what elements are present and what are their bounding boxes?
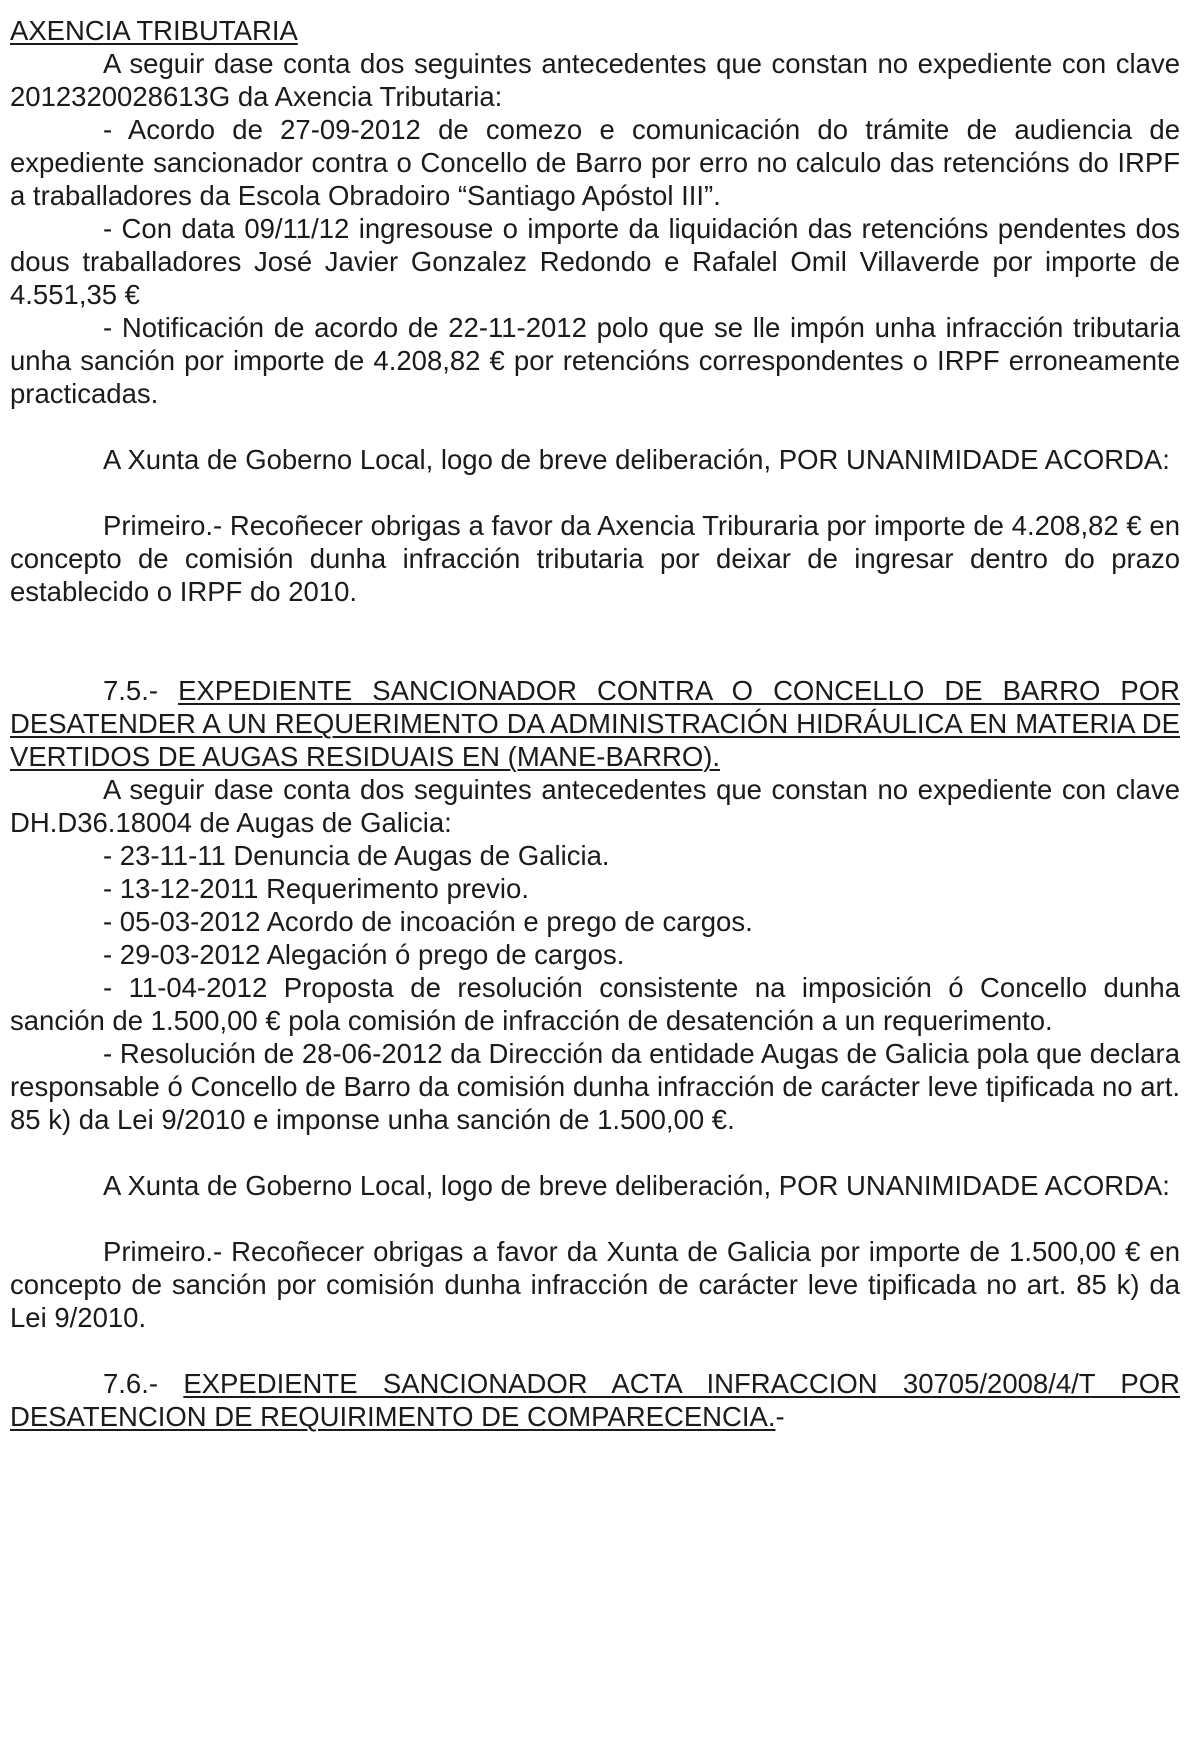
- section2-intro: A seguir dase conta dos seguintes antecedentes que constan no expediente con clave DH.D36.18004 de Augas de Galicia:: [10, 774, 1180, 838]
- spacer: [10, 476, 1180, 509]
- section1-item-3: - Notificación de acordo de 22-11-2012 polo que se lle impón unha infracción tributaria unha sanción por importe de 4.208,82 € por retencións correspondentes o IRPF erroneamente practicadas.: [10, 312, 1180, 409]
- section2-heading: [10, 674, 1180, 773]
- section2-resolution: A Xunta de Goberno Local, logo de breve deliberación, POR UNANIMIDADE ACORDA:: [103, 1170, 1170, 1201]
- spacer: [10, 410, 1180, 443]
- section1-resolution: A Xunta de Goberno Local, logo de breve deliberación, POR UNANIMIDADE ACORDA:: [103, 444, 1170, 475]
- spacer: [10, 1136, 1180, 1169]
- document-page: [10, 14, 1180, 1433]
- spacer: [10, 1334, 1180, 1367]
- section3-number: 7.6.-: [103, 1368, 159, 1399]
- section2-item-1: - 23-11-11 Denuncia de Augas de Galicia.: [103, 840, 610, 871]
- section2-item-3: - 05-03-2012 Acordo de incoación e prego de cargos.: [103, 906, 753, 937]
- section1-item-2: - Con data 09/11/12 ingresouse o importe da liquidación das retencións pendentes dos dous traballadores José Javier Gonzalez Redondo e Rafalel Omil Villaverde por importe de 4.551,35 €: [10, 213, 1180, 310]
- section2-title: EXPEDIENTE SANCIONADOR CONTRA O CONCELLO DE BARRO POR DESATENDER A UN REQUERIMENTO DA ADMINISTRACIÓN HIDRÁULICA EN MATERIA DE VERTIDOS DE AUGAS RESIDUAIS EN (MANE-BARRO).: [10, 675, 1181, 772]
- section3-suffix: -: [775, 1401, 785, 1432]
- section1-primeiro: Primeiro.- Recoñecer obrigas a favor da Axencia Triburaria por importe de 4.208,82 € en concepto de comisión dunha infracción tributaria por deixar de ingresar dentro do prazo establecido o IRPF do 2010.: [10, 510, 1180, 607]
- section3-heading: [10, 1367, 1180, 1433]
- section2-item-4: - 29-03-2012 Alegación ó prego de cargos.: [103, 939, 625, 970]
- section1-item-1: - Acordo de 27-09-2012 de comezo e comunicación do trámite de audiencia de expediente sancionador contra o Concello de Barro por erro no calculo das retencións do IRPF a traballadores da Escola Obradoiro “Santiago Apóstol III”.: [10, 114, 1180, 211]
- section2-item-5: - 11-04-2012 Proposta de resolución consistente na imposición ó Concello dunha sanción de 1.500,00 € pola comisión de infracción de desatención a un requerimento.: [10, 972, 1180, 1036]
- section2-item-2: - 13-12-2011 Requerimento previo.: [103, 873, 529, 904]
- section2-primeiro: Primeiro.- Recoñecer obrigas a favor da Xunta de Galicia por importe de 1.500,00 € en concepto de sanción por comisión dunha infracción de carácter leve tipificada no art. 85 k) da Lei 9/2010.: [10, 1236, 1180, 1333]
- section-title-axencia: [10, 14, 1180, 47]
- heading-text: AXENCIA TRIBUTARIA: [10, 15, 298, 46]
- section2-number: 7.5.-: [103, 675, 159, 706]
- section2-item-6: - Resolución de 28-06-2012 da Dirección da entidade Augas de Galicia pola que declara responsable ó Concello de Barro da comisión dunha infracción de carácter leve tipificada no art. 85 k) da Lei 9/2010 e imponse unha sanción de 1.500,00 €.: [10, 1038, 1180, 1135]
- section3-title: EXPEDIENTE SANCIONADOR ACTA INFRACCION 30705/2008/4/T POR DESATENCION DE REQUIRIMENTO DE COMPARECENCIA.: [10, 1368, 1180, 1432]
- section1-intro: A seguir dase conta dos seguintes antecedentes que constan no expediente con clave 20123200286​13G da Axencia Tributaria:: [10, 48, 1180, 112]
- spacer: [10, 608, 1180, 674]
- spacer: [10, 1202, 1180, 1235]
